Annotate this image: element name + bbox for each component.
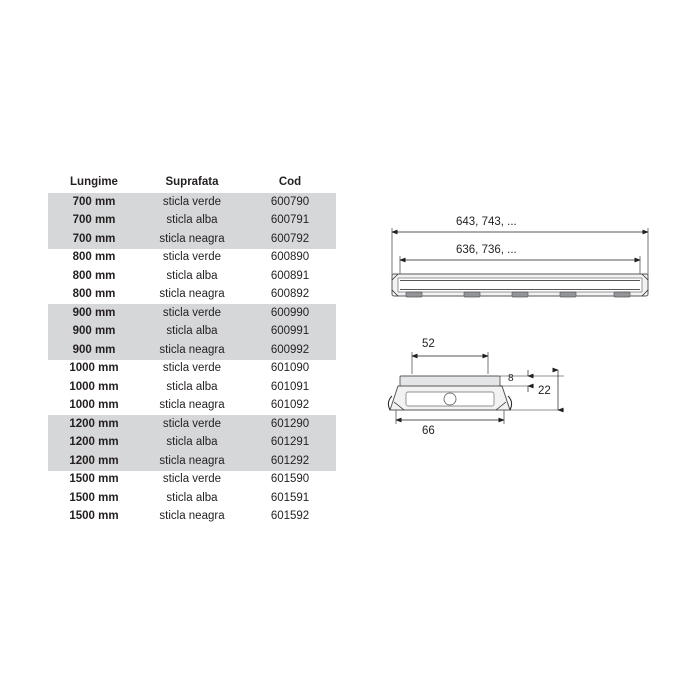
cell-surface: sticla alba [140,212,244,231]
section-view-drawing [360,330,660,450]
cell-surface: sticla verde [162,362,222,375]
cell-surface: sticla neagra [140,452,244,471]
cell-surface: sticla neagra [140,341,244,360]
cell-code: 601091 [270,380,310,393]
cell-length: 700 mm [48,212,140,231]
table-row [48,193,336,212]
table-header-row [48,176,336,193]
cell-code: 600891 [270,269,310,282]
cell-code: 601090 [270,362,310,375]
cell-length: 1200 mm [48,434,140,453]
cell-length: 800 mm [72,251,116,264]
cell-surface: sticla alba [166,491,218,504]
cell-length: 900 mm [48,304,140,323]
product-spec-table [48,176,336,526]
technical-drawings [360,200,680,460]
column-header-surface: Suprafata [165,176,219,188]
table-row [48,230,336,249]
cell-code: 600990 [244,304,336,323]
cell-length: 1000 mm [69,380,119,393]
table-row [48,378,336,397]
cell-surface: sticla neagra [159,510,225,523]
cell-surface: sticla verde [140,304,244,323]
cell-surface: sticla alba [140,323,244,342]
cell-code: 600992 [244,341,336,360]
cell-length: 1200 mm [48,415,140,434]
cell-surface: sticla neagra [159,288,225,301]
table-body [48,193,336,526]
table-row [48,212,336,231]
cell-length: 1000 mm [69,362,119,375]
cell-code: 600991 [244,323,336,342]
cell-surface: sticla verde [162,251,222,264]
cell-length: 700 mm [48,193,140,212]
cell-surface: sticla neagra [140,230,244,249]
cell-length: 1500 mm [69,473,119,486]
column-header-code: Cod [278,176,302,188]
table-row [48,286,336,305]
cell-surface: sticla alba [166,380,218,393]
table-row [48,508,336,527]
cell-code: 600790 [244,193,336,212]
cell-code: 601290 [244,415,336,434]
column-header-length: Lungime [70,176,118,188]
table-row [48,323,336,342]
cell-surface: sticla verde [140,415,244,434]
table-row [48,341,336,360]
table-row [48,360,336,379]
table-row [48,304,336,323]
dimension-label-outer-length: 643, 743, ... [456,216,517,228]
cell-code: 601590 [270,473,310,486]
cell-code: 601591 [270,491,310,504]
cell-surface: sticla alba [140,434,244,453]
cell-code: 600892 [270,288,310,301]
dimension-label-inner-length: 636, 736, ... [456,244,517,256]
table-row [48,267,336,286]
cell-surface: sticla verde [140,193,244,212]
table-row [48,397,336,416]
cell-code: 600792 [244,230,336,249]
cell-length: 1200 mm [48,452,140,471]
cell-length: 1000 mm [69,399,119,412]
cell-code: 600791 [244,212,336,231]
table-row [48,489,336,508]
cell-code: 601291 [244,434,336,453]
table-row [48,249,336,268]
cell-length: 800 mm [72,269,116,282]
dimension-label-bottom-width: 66 [422,425,435,437]
cell-surface: sticla alba [166,269,218,282]
top-view-drawing [360,200,660,310]
section-view-svg [360,330,660,450]
cell-code: 600890 [270,251,310,264]
cell-code: 601592 [270,510,310,523]
cell-length: 1500 mm [69,510,119,523]
table-row [48,434,336,453]
cell-length: 1500 mm [69,491,119,504]
cell-code: 601092 [270,399,310,412]
cell-surface: sticla neagra [159,399,225,412]
cell-surface: sticla verde [162,473,222,486]
cell-length: 900 mm [48,341,140,360]
cell-length: 900 mm [48,323,140,342]
dimension-label-inner-height: 8 [508,373,514,384]
table-row [48,452,336,471]
dimension-label-top-width: 52 [422,338,435,350]
dimension-label-total-height: 22 [538,385,551,397]
cell-length: 700 mm [48,230,140,249]
cell-code: 601292 [244,452,336,471]
cell-length: 800 mm [72,288,116,301]
table-row [48,471,336,490]
table-row [48,415,336,434]
